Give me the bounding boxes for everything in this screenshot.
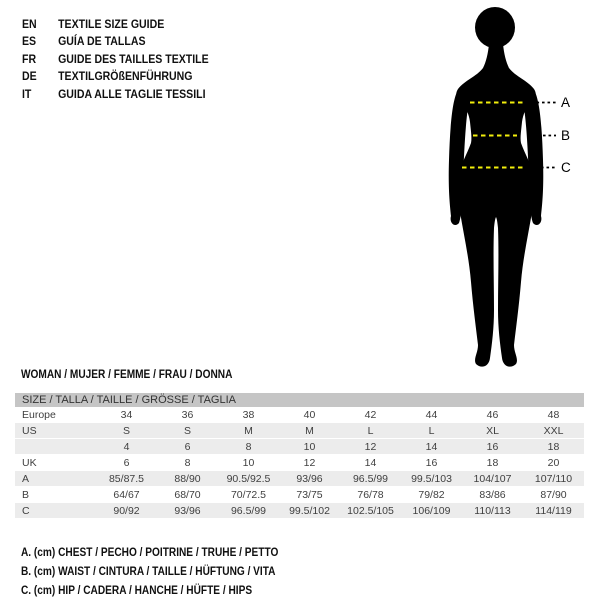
table-cell: 96.5/99	[218, 503, 279, 519]
table-cell: 8	[157, 455, 218, 471]
table-cell: L	[340, 423, 401, 439]
table-cell: M	[218, 423, 279, 439]
measurement-legend	[21, 544, 278, 602]
language-label: GUÍA DE TALLAS	[58, 34, 146, 49]
table-cell: 64/67	[96, 487, 157, 503]
table-cell: 48	[523, 407, 584, 423]
size-table-header: SIZE / TALLA / TAILLE / GRÖSSE / TAGLIA	[15, 393, 584, 407]
woman-silhouette-figure	[400, 0, 600, 380]
table-cell: L	[401, 423, 462, 439]
legend-line-hip: C. (cm) HIP / CADERA / HANCHE / HÜFTE / HIPS	[21, 585, 253, 598]
table-cell: 6	[96, 455, 157, 471]
table-row	[15, 471, 584, 487]
table-row	[15, 503, 584, 519]
table-cell: 85/87.5	[96, 471, 157, 487]
language-row	[22, 86, 209, 103]
table-cell: 10	[279, 439, 340, 455]
table-cell: 46	[462, 407, 523, 423]
row-label: A	[15, 471, 96, 487]
row-label: UK	[15, 455, 96, 471]
table-cell: 16	[462, 439, 523, 455]
row-label	[15, 439, 96, 455]
table-cell: 70/72.5	[218, 487, 279, 503]
table-row	[15, 487, 584, 503]
language-label: TEXTILGRÖßENFÜHRUNG	[58, 69, 193, 84]
table-cell: XL	[462, 423, 523, 439]
table-cell: 87/90	[523, 487, 584, 503]
row-label: Europe	[15, 407, 96, 423]
table-cell: 93/96	[157, 503, 218, 519]
language-code: ES	[22, 34, 37, 49]
table-row	[15, 439, 584, 455]
marker-label-b: B	[561, 127, 571, 143]
row-label: B	[15, 487, 96, 503]
table-cell: 34	[96, 407, 157, 423]
table-cell: 14	[401, 439, 462, 455]
table-cell: 40	[279, 407, 340, 423]
table-cell: 106/109	[401, 503, 462, 519]
table-cell: 44	[401, 407, 462, 423]
table-cell: 36	[157, 407, 218, 423]
marker-label-c: C	[561, 159, 571, 175]
marker-label-a: A	[561, 94, 571, 110]
table-cell: 10	[218, 455, 279, 471]
table-cell: 38	[218, 407, 279, 423]
language-label: GUIDE DES TAILLES TEXTILE	[58, 51, 209, 66]
woman-silhouette-icon	[400, 0, 600, 380]
size-table-header-row	[15, 393, 584, 407]
row-label: US	[15, 423, 96, 439]
size-table-body	[15, 407, 584, 519]
language-code: IT	[22, 86, 32, 101]
table-cell: 93/96	[279, 471, 340, 487]
language-code: DE	[22, 69, 37, 84]
table-cell: 73/75	[279, 487, 340, 503]
table-cell: 110/113	[462, 503, 523, 519]
table-cell: 90.5/92.5	[218, 471, 279, 487]
table-cell: 68/70	[157, 487, 218, 503]
table-cell: 12	[279, 455, 340, 471]
table-cell: 20	[523, 455, 584, 471]
language-row	[22, 68, 209, 85]
table-cell: 42	[340, 407, 401, 423]
language-row	[22, 16, 209, 33]
language-code: EN	[22, 17, 37, 31]
table-cell: 107/110	[523, 471, 584, 487]
table-cell: 102.5/105	[340, 503, 401, 519]
table-row	[15, 455, 584, 471]
table-cell: 96.5/99	[340, 471, 401, 487]
legend-line-waist: B. (cm) WAIST / CINTURA / TAILLE / HÜFTUNG / VITA	[21, 566, 276, 579]
table-cell: 4	[96, 439, 157, 455]
table-cell: S	[96, 423, 157, 439]
gender-heading: WOMAN / MUJER / FEMME / FRAU / DONNA	[21, 369, 233, 381]
table-cell: 83/86	[462, 487, 523, 503]
table-row	[15, 407, 584, 423]
table-cell: XXL	[523, 423, 584, 439]
row-label: C	[15, 503, 96, 519]
language-list	[22, 16, 209, 103]
table-cell: 99.5/102	[279, 503, 340, 519]
table-cell: 8	[218, 439, 279, 455]
size-table	[15, 393, 584, 519]
language-row	[22, 33, 209, 50]
language-label: TEXTILE SIZE GUIDE	[58, 17, 165, 31]
table-cell: 79/82	[401, 487, 462, 503]
table-cell: 18	[462, 455, 523, 471]
table-cell: 90/92	[96, 503, 157, 519]
table-cell: 16	[401, 455, 462, 471]
language-code: FR	[22, 51, 37, 66]
table-cell: 6	[157, 439, 218, 455]
table-cell: 88/90	[157, 471, 218, 487]
language-label: GUIDA ALLE TAGLIE TESSILI	[58, 86, 206, 101]
table-cell: 12	[340, 439, 401, 455]
table-cell: 114/119	[523, 503, 584, 519]
table-cell: M	[279, 423, 340, 439]
table-cell: 99.5/103	[401, 471, 462, 487]
table-cell: 18	[523, 439, 584, 455]
table-cell: 14	[340, 455, 401, 471]
table-cell: 104/107	[462, 471, 523, 487]
table-cell: 76/78	[340, 487, 401, 503]
legend-line-chest: A. (cm) CHEST / PECHO / POITRINE / TRUHE / PETTO	[21, 547, 279, 559]
language-row	[22, 51, 209, 68]
table-row	[15, 423, 584, 439]
table-cell: S	[157, 423, 218, 439]
